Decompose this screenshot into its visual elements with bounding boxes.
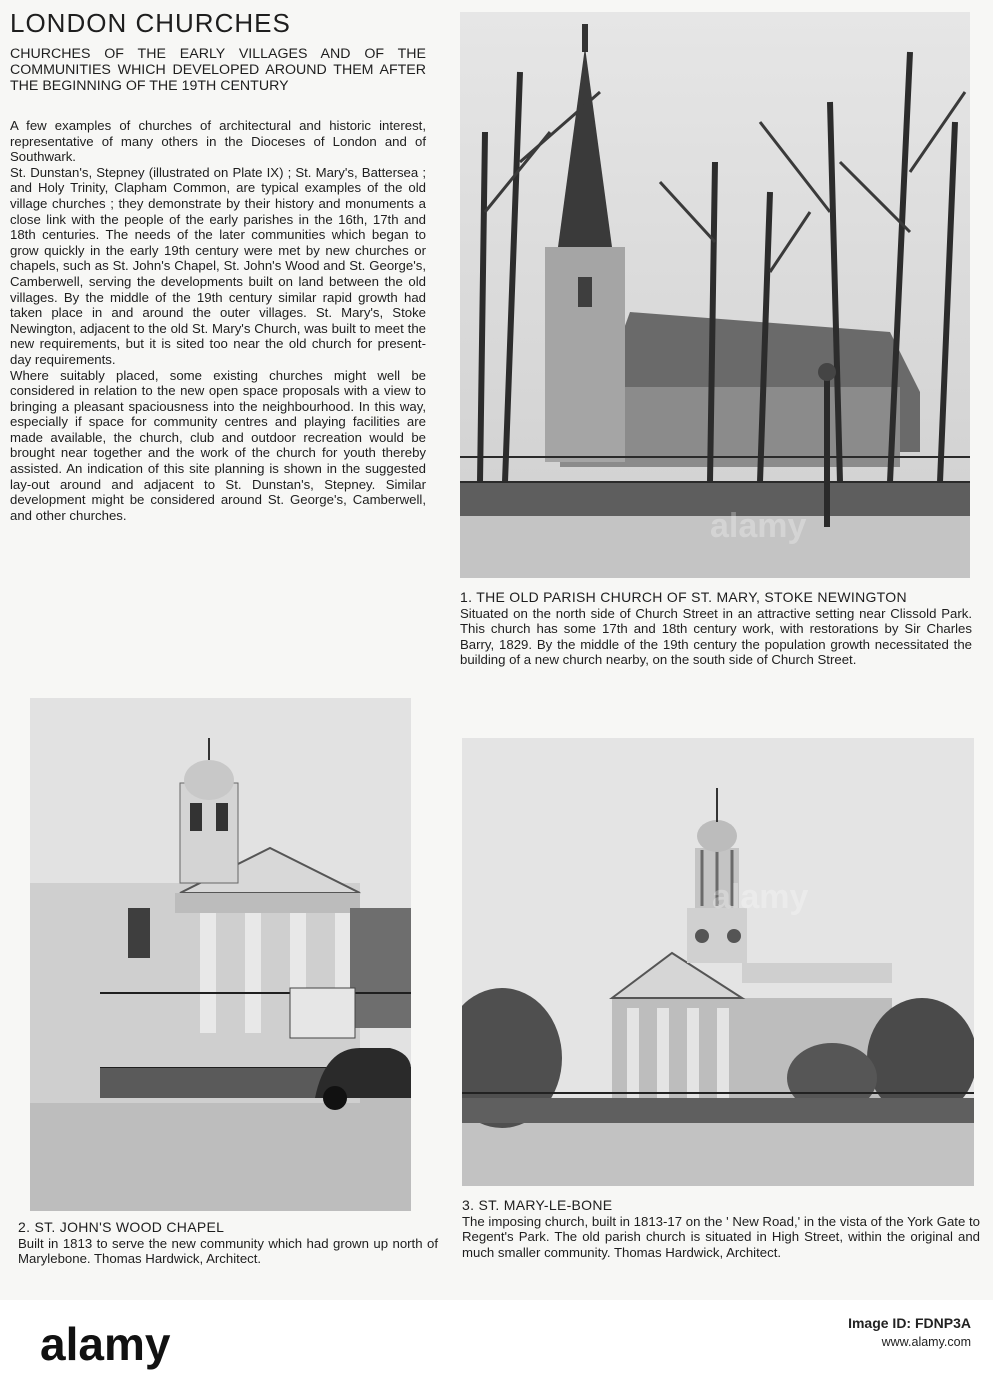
caption-figure-2	[18, 1220, 438, 1267]
body-text	[10, 118, 426, 523]
body-paragraph: St. Dunstan's, Stepney (illustrated on Plate IX) ; St. Mary's, Battersea ; and Holy Trinity, Clapham Common, are typical examples of the old village churches ; they demonstrate by their history and monuments a close link with the people of the early parishes in the 16th, 17th and 18th centuries. The needs of the later communities which began to grow quickly in the early 19th century were met by new churches or chapels, such as St. John's Chapel, St. John's Wood and St. George's, Camberwell, serving the developments built on land between the old villages. By the middle of the 19th century similar rapid growth had taken place in and around the outer villages. St. Mary's, Stoke Newington, adjacent to the old St. Mary's Church, was built to meet the new requirements, but it is sited too near the old church for present-day requirements.	[10, 164, 426, 367]
image-id: Image ID: FDNP3A	[848, 1315, 971, 1331]
stock-footer	[0, 1300, 993, 1390]
watermark-text: alamy	[710, 507, 807, 545]
caption-description: Situated on the north side of Church Street in an attractive setting near Clissold Park. This church has some 17th and 18th century work, with restorations by Sir Charles Barry, 1829. By the middle of the 19th century the population growth necessitated the building of a new church nearby, on the south side of Church Street.	[460, 605, 972, 668]
page-subtitle: CHURCHES OF THE EARLY VILLAGES AND OF THE COMMUNITIES WHICH DEVELOPED AROUND THEM AFTER THE BEGINNING OF THE 19TH CENTURY	[10, 46, 426, 94]
footer-info	[848, 1314, 971, 1352]
caption-title: 1. THE OLD PARISH CHURCH OF ST. MARY, STOKE NEWINGTON	[460, 589, 907, 605]
body-paragraph: Where suitably placed, some existing churches might well be considered in relation to the new open space proposals with a view to bringing a pleasant spaciousness into the neighbourhood. In this way, especially if space for community centres and playing facilities are made available, the church, club and outdoor recreation would be brought near together and the work of the church for youth thereby assisted. An indication of this site planning is shown in the suggested lay-out around and adjacent to St. Dunstan's, Stepney. Similar development might be considered around St. George's, Camberwell, and other churches.	[10, 367, 426, 523]
caption-title: 2. ST. JOHN'S WOOD CHAPEL	[18, 1219, 225, 1235]
watermark-text: alamy	[712, 878, 809, 916]
site-url[interactable]: www.alamy.com	[881, 1335, 971, 1349]
photo-st-johns-wood-chapel	[30, 698, 411, 1211]
caption-description: Built in 1813 to serve the new community which had grown up north of Marylebone. Thomas Hardwick, Architect.	[18, 1235, 438, 1267]
photo-st-mary-stoke-newington	[460, 12, 970, 578]
alamy-logo	[40, 1320, 330, 1370]
photo-st-mary-le-bone	[462, 738, 974, 1186]
caption-title: 3. ST. MARY-LE-BONE	[462, 1197, 613, 1213]
svg-text:alamy: alamy	[40, 1320, 171, 1370]
page-title: LONDON CHURCHES	[10, 8, 291, 38]
caption-figure-1	[460, 590, 972, 668]
caption-figure-3	[462, 1198, 980, 1260]
marylebone-church-photo	[462, 738, 974, 1186]
chapel-photo	[30, 698, 411, 1211]
church-spire-photo	[460, 12, 970, 578]
body-paragraph: A few examples of churches of architectural and historic interest, representative of many others in the Dioceses of London and of Southwark.	[10, 118, 426, 165]
caption-description: The imposing church, built in 1813-17 on the ' New Road,' in the vista of the York Gate to Regent's Park. The old parish church is situated in High Street, within the original and much smaller community. Thomas Hardwick, Architect.	[462, 1213, 980, 1260]
